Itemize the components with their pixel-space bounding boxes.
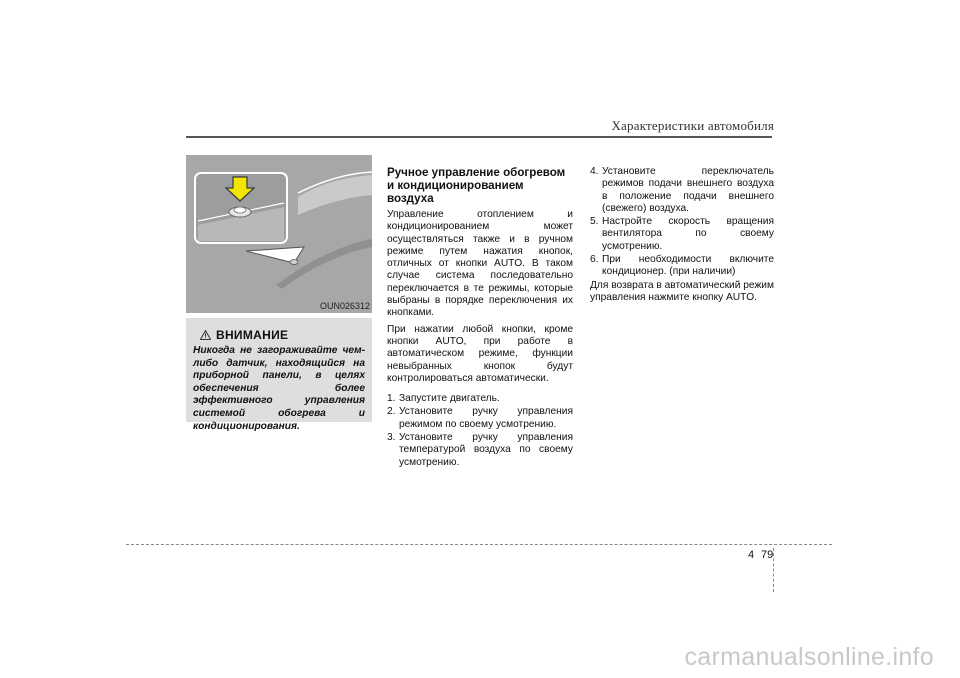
list-item [387, 432, 573, 469]
list-item [590, 166, 774, 215]
watermark: carmanualsonline.info [684, 643, 934, 671]
section-title [387, 166, 573, 205]
header-rule [186, 136, 772, 138]
warning-text: Никогда не загораживайте чем-либо датчик, находящийся на приборной панели, в целях обеспечения более эффективного управления системой обогрева и кондиционирования. [193, 345, 365, 432]
step-number: 2. [387, 406, 396, 418]
step-number: 5. [590, 216, 599, 228]
step-number: 1. [387, 393, 396, 405]
running-header: Характеристики автомобиля [611, 118, 774, 133]
step-number: 3. [387, 432, 396, 444]
footer-rule [126, 544, 832, 545]
list-item [590, 254, 774, 279]
step-number: 6. [590, 254, 599, 266]
list-item [590, 216, 774, 253]
step-text: Установите ручку управления температурой воздуха по своему усмотрению. [399, 432, 573, 468]
main-column [387, 166, 573, 470]
right-column [590, 166, 774, 308]
chapter-number: 4 [748, 549, 755, 561]
steps-list-part-2 [590, 166, 774, 279]
step-number: 4. [590, 166, 599, 177]
sensor-illustration [186, 155, 372, 313]
list-item [387, 406, 573, 431]
figure-code: OUN026312 [319, 301, 370, 311]
warning-triangle-icon [200, 330, 211, 340]
section-title-line-1: Ручное управление обогревом [387, 166, 566, 179]
dashboard-sensor-drawing [186, 155, 372, 313]
steps-list-part-1 [387, 393, 573, 469]
warning-header [200, 328, 288, 342]
warning-box [186, 318, 372, 432]
section-title-line-2: и кондиционированием воздуха [387, 179, 524, 205]
warning-title: ВНИМАНИЕ [216, 328, 289, 342]
page-number: 79 [761, 549, 774, 561]
step-text: Установите ручку управления режимом по своему усмотрению. [399, 406, 573, 430]
list-item [387, 393, 573, 405]
step-text: Установите переключатель режимов подачи внешнего воздуха в положение подачи внешнего (свежего) воздуха. [602, 166, 774, 214]
intro-paragraph: Управление отоплением и кондиционированием может осуществляться также и в ручном режиме путем нажатия кнопок, отличных от кнопки AUTO. В таком случае система последовательно переключается в те режимы, которые выбраны в порядке переключения их кнопками. [387, 209, 573, 319]
step-text: При необходимости включите кондиционер. (при наличии) [602, 254, 774, 278]
closing-paragraph: Для возврата в автоматический режим управления нажмите кнопку AUTO. [590, 279, 774, 303]
auto-paragraph: При нажатии любой кнопки, кроме кнопки AUTO, при работе в автоматическом режиме, функции невыбранных кнопок будут контролироваться автоматически. [387, 323, 573, 384]
step-text: Настройте скорость вращения вентилятора по своему усмотрению. [602, 216, 774, 252]
step-text: Запустите двигатель. [399, 393, 500, 405]
